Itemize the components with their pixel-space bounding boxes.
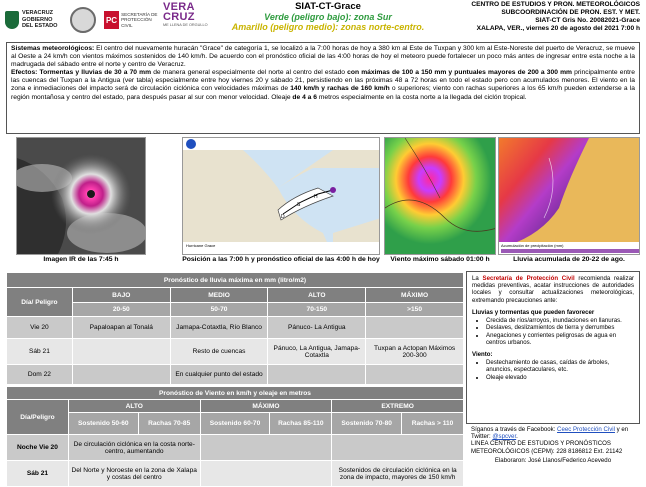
issuer-line: XALAPA, VER., viernes 20 de agosto del 2021 7:00 h — [476, 25, 640, 32]
image-caption: Lluvia acumulada de 20-22 de ago. — [513, 256, 625, 263]
map-legend-title: Hurricane Grace — [186, 243, 216, 248]
level-header: ALTO — [68, 400, 200, 413]
intro-text: La — [472, 275, 483, 282]
image-caption: Imagen IR de las 7:45 h — [43, 256, 119, 263]
wind-cell — [200, 435, 332, 461]
image-caption: Posición a las 7:00 h y pronóstico oficial de las 4:00 h de hoy — [182, 256, 380, 263]
issuer-line: CENTRO DE ESTUDIOS Y PRON. METEOROLÓGICOS — [471, 1, 640, 8]
wind-cell — [200, 461, 332, 487]
agency-name: Secretaría de Protección Civil — [482, 275, 575, 282]
wind-table-title: Pronóstico de Viento en km/h y oleaje en metros — [7, 387, 464, 400]
map-marker-label: H — [314, 194, 318, 200]
twitter-link[interactable]: @spcver — [492, 433, 517, 441]
image-caption: Viento máximo sábado 01:00 h — [390, 256, 490, 263]
issuer-block — [435, 1, 640, 33]
rain-table-title: Pronóstico de lluvia máxima en mm (litro/m2) — [7, 273, 464, 288]
subhead: Rachas 70-85 — [138, 413, 200, 435]
level-header: MÁXIMO — [200, 400, 332, 413]
bulletin-title-block — [218, 1, 438, 32]
rain-cell: Pánuco- La Antigua — [268, 317, 366, 339]
rain-risk-heading: Lluvias y tormentas que pueden favorecer — [472, 308, 595, 316]
pc-mark: PC — [104, 11, 119, 29]
rain-forecast-table — [6, 272, 464, 385]
table-row — [7, 317, 464, 339]
alert-green: Verde (peligro bajo): zona Sur — [264, 12, 392, 22]
intro-text: recomienda realizar medidas preventivas, acatar instrucciones de autoridades locales y consultar actualizaciones meteorológicas, extremando precauciones ante: — [472, 275, 634, 304]
bulletin-title: SIAT-CT-Grace — [295, 1, 361, 12]
list-item: • Destechamiento de casas, caídas de árboles, anuncios, espectaculares, etc. — [486, 359, 634, 373]
logo-line: CRUZ — [163, 11, 195, 23]
effects-text: de 4 a 6 — [292, 93, 317, 101]
synopsis-box — [6, 42, 640, 134]
table-corner: Día/ Peligro — [7, 288, 73, 317]
rain-cell: Jamapa-Cotaxtla, Río Blanco — [170, 317, 268, 339]
effects-text: metros especialmente en la costa norte a la llegada del ciclón tropical. — [316, 93, 527, 101]
max-wind-map — [384, 137, 496, 255]
wind-risk-heading: Viento: — [472, 351, 493, 359]
veracruz-brand-logo — [163, 2, 213, 38]
recommendations-intro — [472, 275, 634, 304]
contact-block — [466, 425, 640, 484]
range-header: >150 — [366, 303, 464, 317]
wind-cell — [332, 435, 464, 461]
forecast-track-map — [182, 137, 380, 255]
subhead: Sostenido 60-70 — [200, 413, 270, 435]
rain-accumulation-map — [498, 137, 640, 255]
wind-risk-list — [486, 359, 634, 381]
table-row — [7, 461, 464, 487]
wind-cell: De circulación ciclónica en la costa norte-centro, aumentando — [68, 435, 200, 461]
alert-yellow: Amarillo (peligro medio): zonas norte-centro. — [231, 22, 425, 32]
recommendations-box — [466, 271, 640, 424]
level-header: MÁXIMO — [366, 288, 464, 303]
range-header: 70-150 — [268, 303, 366, 317]
rain-cell: Pánuco, La Antigua, Jamapa-Cotaxtla — [268, 339, 366, 365]
map-marker-label: D — [281, 214, 285, 220]
signature: Elaboraron: José Llanos/Federico Acevedo — [494, 456, 612, 464]
list-item: • Oleaje elevado — [486, 374, 634, 381]
rain-cell — [268, 365, 366, 385]
seal-icon — [70, 7, 96, 33]
table-row — [7, 435, 464, 461]
subhead: Rachas 85-110 — [270, 413, 332, 435]
list-item: • Deslaves, deslizamientos de tierra y derrumbes — [486, 324, 634, 331]
table-corner: Día/Peligro — [7, 400, 69, 435]
effects-text: o superiores; viento con rachas superiores a los 65 km/h pueden extenderse a la región montañosa y centro del estado, para después pasar al sur con menor velocidad. Oleaje — [11, 85, 635, 101]
level-header: MEDIO — [170, 288, 268, 303]
day-cell: Sáb 21 — [7, 339, 73, 365]
effects-paragraph — [11, 69, 635, 101]
rain-cell — [366, 365, 464, 385]
effects-label: Efectos: — [11, 69, 38, 77]
rain-risk-list — [486, 317, 634, 347]
rain-cell — [72, 365, 170, 385]
issuer-line: SUBCOORDINACIÓN DE PRON. EST. Y MET. — [501, 9, 640, 16]
wind-forecast-table — [6, 386, 464, 487]
table-row — [7, 365, 464, 385]
proteccion-civil-logo — [104, 2, 162, 38]
shield-icon — [5, 11, 19, 29]
synopsis-label: Sistemas meteorológicos: — [11, 45, 95, 52]
synopsis-paragraph — [11, 45, 635, 69]
effects-text: de manera general especialmente del norte al centro del estado — [151, 69, 348, 77]
facebook-link[interactable]: Ceec Protección Civil — [557, 426, 615, 433]
logo-line: VERACRUZ — [22, 10, 54, 17]
veracruz-government-logo — [5, 2, 67, 38]
table-row — [7, 339, 464, 365]
wind-cell: Del Norte y Noroeste en la zona de Xalapa y costas del centro — [68, 461, 200, 487]
level-header: BAJO — [72, 288, 170, 303]
day-cell: Noche Vie 20 — [7, 435, 69, 461]
list-item: • Anegaciones y corrientes peligrosas de agua en centros urbanos. — [486, 332, 634, 346]
range-header: 20-50 — [72, 303, 170, 317]
list-item: • Crecida de ríos/arroyos, inundaciones en llanuras. — [486, 317, 634, 324]
images-row — [6, 137, 640, 269]
logo-line: VERA — [163, 1, 195, 13]
logo-line: GOBIERNO — [22, 16, 53, 23]
social-text: . — [516, 433, 518, 441]
day-cell: Dom 22 — [7, 365, 73, 385]
rain-cell: Papaloapan al Tonalá — [72, 317, 170, 339]
phone-line: LINEA CENTRO DE ESTUDIOS Y PRONÓSTICOS METEOROLÓGICOS (CEPM): 228 8186812 Ext. 21142 — [471, 440, 623, 455]
level-header: ALTO — [268, 288, 366, 303]
rain-cell: En cualquier punto del estado — [170, 365, 268, 385]
rain-legend-title: Acumulación de precipitación (mm) — [501, 243, 564, 248]
social-text: y en Twitter: — [471, 426, 629, 441]
rain-cell: Resto de cuencas — [170, 339, 268, 365]
logo-tagline: ME LLENA DE ORGULLO — [163, 23, 208, 27]
social-text: Síganos a través de Facebook: — [471, 426, 558, 433]
subhead: Rachas > 110 — [402, 413, 464, 435]
social-line — [471, 426, 635, 440]
issuer-line: SIAT-CT Gris No. 20082021-Grace — [535, 17, 640, 24]
logo-line: PROTECCIÓN CIVIL — [121, 17, 152, 28]
rain-cell: Tuxpan a Actopan Máximos 200-300 — [366, 339, 464, 365]
header — [0, 0, 646, 40]
level-header: EXTREMO — [332, 400, 464, 413]
rain-cell — [366, 317, 464, 339]
rain-cell — [72, 339, 170, 365]
synopsis-text: El centro del nuevamente huracán "Grace" de categoría 1, se localizó a la 7:00 horas de hoy a 380 km al Este de Tuxpan y 300 km al Este-Noreste del puerto de Veracruz, se mueve al Oeste a 24 km/h con vientos máximos sostenidos de 140 km/h. De acuerdo con el pronóstico oficial de las 4:00 horas de hoy el meteoro puede fortalecer un poco más antes de ingresar entre esta noche a la madrugada del sábado entre el norte y centro de Veracruz. — [11, 45, 635, 69]
day-cell: Sáb 21 — [7, 461, 69, 487]
range-header: 50-70 — [170, 303, 268, 317]
map-marker-label: S — [297, 202, 301, 208]
effects-text: con máximas de 100 a 150 mm y puntuales mayores de 200 a 300 mm — [347, 69, 572, 77]
satellite-ir-image — [16, 137, 146, 255]
effects-text: Tormentas y lluvias de 30 a 70 mm — [37, 69, 152, 77]
effects-text: principalmente entre las cuencas del Tuxpan a la Antigua (ver tabla) especialmente entre hoy viernes 20 y sábado 21, persistiendo en las próximas 48 a 72 horas en todo el estado pero con acumulados menores. El viento en la zona e inmediaciones del impacto será de circulación ciclónica con velocidades máximas de — [11, 69, 635, 93]
wind-cell: Sostenidos de circulación ciclónica en la zona de impacto, mayores de 150 km/h — [332, 461, 464, 487]
logo-line: DEL ESTADO — [22, 23, 58, 30]
state-seal-logo — [70, 2, 98, 38]
day-cell: Vie 20 — [7, 317, 73, 339]
subhead: Sostenido 50-60 — [68, 413, 138, 435]
subhead: Sostenido 70-80 — [332, 413, 402, 435]
effects-text: 140 km/h y rachas de 160 km/h — [290, 85, 390, 93]
logo-line: SECRETARÍA DE — [121, 11, 158, 17]
